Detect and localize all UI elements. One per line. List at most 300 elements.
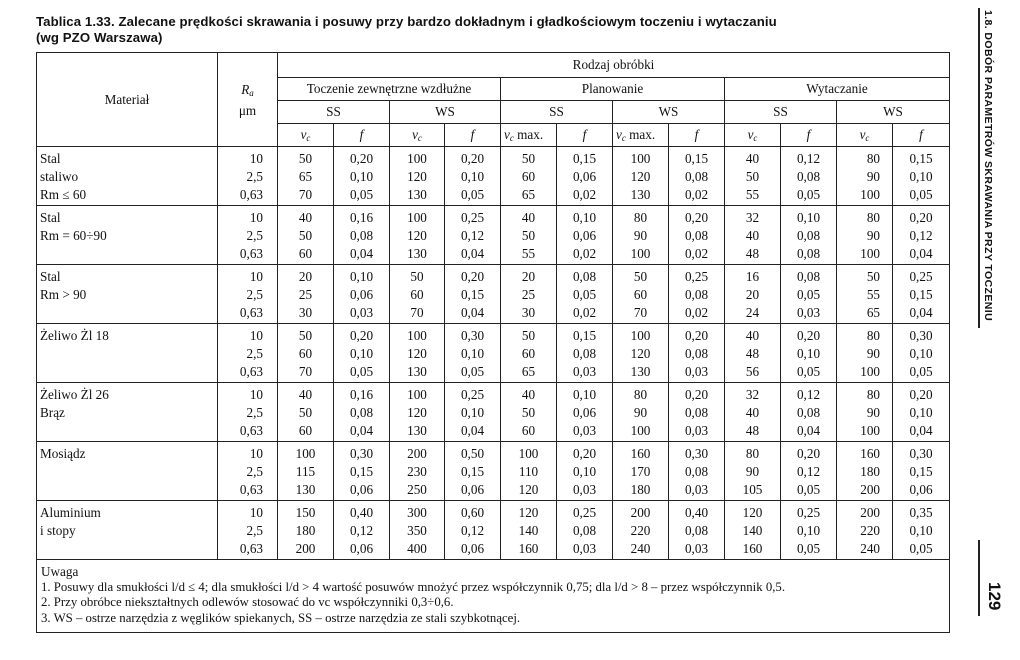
cell-value: 200 — [860, 482, 880, 498]
cell-value: 160 — [860, 446, 880, 461]
feed-cell — [669, 206, 725, 265]
header-tool-ws: WS — [837, 101, 950, 124]
cell-value: 0,05 — [572, 287, 597, 303]
cell-value: 200 — [630, 505, 651, 520]
cell-value: 40 — [745, 151, 760, 166]
cell-value: 70 — [633, 305, 648, 321]
material-line: Rm > 90 — [40, 287, 87, 303]
header-tool-ss: SS — [278, 101, 390, 124]
cell-value: 40 — [521, 387, 536, 402]
feed-cell — [893, 265, 950, 324]
speed-cell — [613, 442, 669, 501]
cell-value: 50 — [866, 269, 880, 284]
cell-value: 140 — [518, 523, 539, 539]
cell-value: 0,08 — [572, 523, 597, 539]
header-param-f: f — [669, 124, 725, 147]
cell-value: 0,20 — [796, 446, 821, 461]
cell-value: 0,10 — [572, 210, 597, 225]
feed-cell — [334, 442, 390, 501]
cell-value: 0,25 — [460, 387, 485, 402]
cell-value: 0,06 — [460, 482, 485, 498]
cell-value: 56 — [745, 364, 760, 380]
table-body — [37, 147, 950, 560]
cell-value: 180 — [630, 482, 651, 498]
speed-cell — [725, 501, 781, 560]
cell-value: 200 — [295, 541, 316, 557]
feed-cell — [334, 206, 390, 265]
cell-value: 0,20 — [796, 328, 821, 343]
cell-value: 0,10 — [909, 405, 933, 421]
running-header — [978, 8, 998, 328]
cell-value: 100 — [630, 246, 651, 262]
cell-value: 24 — [745, 305, 760, 321]
cell-value: 55 — [521, 246, 536, 262]
speed-cell — [278, 206, 334, 265]
feed-cell — [893, 324, 950, 383]
cell-value: 0,10 — [572, 387, 597, 402]
cell-value: 0,08 — [684, 287, 709, 303]
cell-value: 0,06 — [572, 405, 597, 421]
cell-value: 70 — [298, 187, 313, 203]
cell-value: 120 — [630, 169, 651, 185]
cell-value: 0,30 — [684, 446, 709, 461]
cell-value: 50 — [298, 405, 313, 421]
cell-value: 100 — [860, 246, 880, 262]
cell-value: 0,10 — [909, 346, 933, 362]
cell-value: 70 — [410, 305, 424, 321]
ra-value: 0,63 — [239, 305, 263, 321]
page-number: 129 — [985, 582, 1004, 611]
cell-value: 0,08 — [572, 269, 597, 284]
cell-value: 0,50 — [460, 446, 485, 461]
ra-value: 2,5 — [246, 287, 263, 303]
speed-cell — [501, 383, 557, 442]
cell-value: 0,12 — [796, 387, 821, 402]
cell-value: 60 — [521, 423, 536, 439]
material-line: Brąz — [40, 405, 65, 421]
notes-block — [37, 560, 950, 633]
cell-value: 100 — [630, 151, 651, 166]
cell-value: 40 — [745, 328, 760, 343]
cell-value: 90 — [633, 405, 648, 421]
cell-value: 230 — [407, 464, 427, 480]
cell-value: 50 — [298, 151, 313, 166]
cell-value: 120 — [407, 169, 427, 185]
cell-value: 0,06 — [572, 169, 597, 185]
feed-cell — [334, 501, 390, 560]
cell-value: 0,02 — [684, 187, 709, 203]
cell-value: 30 — [298, 305, 313, 321]
cell-value: 0,20 — [684, 210, 709, 225]
cell-value: 80 — [745, 446, 760, 461]
cell-value: 0,08 — [349, 405, 374, 421]
cell-value: 0,04 — [796, 423, 821, 439]
cell-value: 55 — [866, 287, 880, 303]
cell-value: 240 — [630, 541, 651, 557]
header-param-f: f — [781, 124, 837, 147]
table-row — [37, 206, 950, 265]
ra-value: 0,63 — [239, 482, 263, 498]
speed-cell — [837, 324, 893, 383]
header-param-vc: $v_c$ — [390, 124, 445, 147]
cell-value: 120 — [407, 228, 427, 244]
cell-value: 50 — [410, 269, 424, 284]
cell-value: 160 — [742, 541, 763, 557]
cell-value: 0,20 — [349, 328, 374, 343]
cell-value: 48 — [745, 423, 760, 439]
cell-value: 60 — [298, 246, 313, 262]
material-line: i stopy — [40, 523, 76, 539]
cell-value: 0,05 — [349, 364, 374, 380]
cell-value: 0,05 — [349, 187, 374, 203]
cell-value: 0,03 — [684, 482, 709, 498]
cell-value: 120 — [518, 482, 539, 498]
page-footer-rule — [978, 540, 980, 616]
cell-value: 50 — [633, 269, 648, 284]
cell-value: 40 — [745, 228, 760, 244]
cell-value: 48 — [745, 346, 760, 362]
speed-cell — [725, 383, 781, 442]
cell-value: 50 — [298, 328, 313, 343]
material-cell — [37, 501, 218, 560]
cell-value: 110 — [518, 464, 539, 480]
caption-line-2: (wg PZO Warszawa) — [36, 30, 163, 45]
header-ra-unit: μm — [238, 102, 257, 118]
header-tool-ss: SS — [501, 101, 613, 124]
cell-value: 0,16 — [349, 387, 374, 402]
cell-value: 100 — [860, 423, 880, 439]
feed-cell — [334, 147, 390, 206]
material-cell — [37, 147, 218, 206]
table-row — [37, 324, 950, 383]
cell-value: 0,03 — [684, 423, 709, 439]
speed-cell — [278, 501, 334, 560]
cell-value: 0,12 — [460, 523, 485, 539]
cell-value: 0,25 — [460, 210, 485, 225]
cell-value: 0,15 — [572, 151, 597, 166]
speed-cell — [725, 324, 781, 383]
feed-cell — [557, 442, 613, 501]
cell-value: 50 — [521, 328, 536, 343]
cell-value: 40 — [298, 210, 313, 225]
running-header-rule — [978, 8, 980, 328]
cell-value: 160 — [630, 446, 651, 461]
material-cell — [37, 383, 218, 442]
ra-cell — [218, 147, 278, 206]
cell-value: 0,03 — [572, 423, 597, 439]
feed-cell — [445, 147, 501, 206]
cell-value: 60 — [410, 287, 424, 303]
cell-value: 0,03 — [572, 541, 597, 557]
header-param-f: f — [557, 124, 613, 147]
ra-value: 2,5 — [246, 228, 263, 244]
cell-value: 0,08 — [684, 523, 709, 539]
cell-value: 0,03 — [349, 305, 374, 321]
cell-value: 0,05 — [909, 364, 933, 380]
cell-value: 32 — [745, 210, 760, 225]
cell-value: 100 — [518, 446, 539, 461]
cell-value: 90 — [745, 464, 760, 480]
material-line: Stal — [40, 210, 61, 225]
feed-cell — [445, 265, 501, 324]
speed-cell — [837, 147, 893, 206]
cell-value: 80 — [866, 328, 880, 343]
material-line: Stal — [40, 151, 61, 166]
cell-value: 140 — [742, 523, 763, 539]
speed-cell — [501, 442, 557, 501]
cell-value: 0,05 — [796, 187, 821, 203]
cell-value: 0,30 — [909, 446, 933, 461]
cell-value: 100 — [630, 328, 651, 343]
ra-value: 2,5 — [246, 523, 263, 539]
cell-value: 55 — [745, 187, 760, 203]
cell-value: 0,04 — [349, 423, 374, 439]
speed-cell — [501, 265, 557, 324]
ra-cell — [218, 206, 278, 265]
header-param-f: f — [334, 124, 390, 147]
cell-value: 0,08 — [796, 169, 821, 185]
ra-value: 0,63 — [239, 423, 263, 439]
cell-value: 0,15 — [909, 287, 933, 303]
note-item: 1. Posuwy dla smukłości l/d ≤ 4; dla smukłości l/d > 4 wartość posuwów mnożyć przez współczynnik 0,75; dla l/d > 8 – przez współczynnik 0,5. — [41, 579, 786, 594]
cell-value: 0,10 — [349, 269, 374, 284]
speed-cell — [837, 206, 893, 265]
cell-value: 25 — [298, 287, 313, 303]
cell-value: 0,06 — [909, 482, 933, 498]
cell-value: 90 — [866, 405, 880, 421]
speed-cell — [501, 147, 557, 206]
header-param-vc: $v_c$ — [278, 124, 334, 147]
cell-value: 0,12 — [460, 228, 485, 244]
speed-cell — [613, 147, 669, 206]
cell-value: 0,08 — [349, 228, 374, 244]
cell-value: 0,10 — [909, 523, 933, 539]
feed-cell — [669, 147, 725, 206]
cell-value: 170 — [630, 464, 651, 480]
cell-value: 40 — [298, 387, 313, 402]
feed-cell — [669, 265, 725, 324]
cell-value: 100 — [630, 423, 651, 439]
cell-value: 0,08 — [684, 405, 709, 421]
feed-cell — [893, 206, 950, 265]
cell-value: 0,10 — [796, 523, 821, 539]
cell-value: 0,15 — [460, 287, 485, 303]
cell-value: 0,08 — [796, 228, 821, 244]
cell-value: 300 — [407, 505, 427, 520]
cell-value: 80 — [633, 387, 648, 402]
feed-cell — [334, 324, 390, 383]
cell-value: 0,02 — [572, 246, 597, 262]
speed-cell — [613, 206, 669, 265]
feed-cell — [893, 442, 950, 501]
feed-cell — [557, 206, 613, 265]
cell-value: 0,03 — [684, 541, 709, 557]
cell-value: 0,05 — [796, 482, 821, 498]
cell-value: 0,10 — [796, 346, 821, 362]
cell-value: 80 — [866, 210, 880, 225]
ra-cell — [218, 501, 278, 560]
cell-value: 0,02 — [572, 187, 597, 203]
cell-value: 0,08 — [796, 405, 821, 421]
cell-value: 160 — [518, 541, 539, 557]
header-param-f: f — [893, 124, 950, 147]
speed-cell — [278, 324, 334, 383]
ra-cell — [218, 324, 278, 383]
cell-value: 0,04 — [460, 423, 485, 439]
cell-value: 48 — [745, 246, 760, 262]
cell-value: 0,15 — [684, 151, 709, 166]
cell-value: 0,15 — [909, 464, 933, 480]
cell-value: 90 — [866, 346, 880, 362]
material-line: Aluminium — [40, 505, 101, 520]
feed-cell — [669, 324, 725, 383]
speed-cell — [613, 501, 669, 560]
header-operation-group: Rodzaj obróbki — [278, 53, 950, 78]
cell-value: 0,05 — [460, 364, 485, 380]
cell-value: 0,30 — [909, 328, 933, 343]
table-row — [37, 147, 950, 206]
cell-value: 80 — [866, 387, 880, 402]
cell-value: 100 — [860, 364, 880, 380]
cell-value: 0,04 — [349, 246, 374, 262]
cell-value: 0,20 — [460, 151, 485, 166]
cell-value: 100 — [860, 187, 880, 203]
cell-value: 0,20 — [349, 151, 374, 166]
header-material: Materiał — [37, 53, 218, 147]
cell-value: 220 — [630, 523, 651, 539]
cell-value: 60 — [521, 346, 536, 362]
speed-cell — [613, 324, 669, 383]
speed-cell — [501, 206, 557, 265]
feed-cell — [669, 501, 725, 560]
cell-value: 0,20 — [909, 210, 933, 225]
cell-value: 25 — [521, 287, 536, 303]
cell-value: 70 — [298, 364, 313, 380]
cell-value: 50 — [298, 228, 313, 244]
cell-value: 400 — [407, 541, 427, 557]
header-tool-ss: SS — [725, 101, 837, 124]
cell-value: 120 — [407, 405, 427, 421]
cell-value: 20 — [298, 269, 313, 284]
cell-value: 0,16 — [349, 210, 374, 225]
cell-value: 0,04 — [909, 423, 933, 439]
note-item: 2. Przy obróbce niekształtnych odlewów stosować do vc współczynniki 0,3÷0,6. — [41, 595, 454, 609]
cell-value: 250 — [407, 482, 427, 498]
feed-cell — [557, 324, 613, 383]
feed-cell — [893, 501, 950, 560]
ra-value: 10 — [249, 505, 263, 520]
cell-value: 0,05 — [909, 541, 933, 557]
speed-cell — [390, 324, 445, 383]
cell-value: 60 — [298, 423, 313, 439]
cell-value: 0,03 — [796, 305, 821, 321]
ra-cell — [218, 383, 278, 442]
table-caption — [36, 14, 777, 46]
speed-cell — [837, 442, 893, 501]
cell-value: 0,20 — [572, 446, 597, 461]
cell-value: 0,25 — [909, 269, 933, 284]
cell-value: 0,25 — [796, 505, 821, 520]
ra-value: 10 — [249, 210, 263, 225]
cell-value: 0,02 — [684, 305, 709, 321]
speed-cell — [390, 147, 445, 206]
header-ra: $R_a$ μm — [218, 53, 278, 147]
speed-cell — [278, 442, 334, 501]
speed-cell — [501, 324, 557, 383]
cell-value: 130 — [407, 246, 427, 262]
cell-value: 30 — [521, 305, 536, 321]
cell-value: 0,15 — [349, 464, 374, 480]
cell-value: 0,20 — [684, 387, 709, 402]
ra-value: 10 — [249, 269, 263, 284]
table-row — [37, 383, 950, 442]
cell-value: 20 — [745, 287, 760, 303]
cell-value: 130 — [630, 187, 651, 203]
caption-line-1: Tablica 1.33. Zalecane prędkości skrawania i posuwy przy bardzo dokładnym i gładkościowym toczeniu i wytaczaniu — [36, 14, 777, 29]
cell-value: 60 — [521, 169, 536, 185]
material-line: Mosiądz — [40, 446, 86, 461]
cell-value: 0,12 — [909, 228, 933, 244]
speed-cell — [725, 265, 781, 324]
cell-value: 200 — [407, 446, 427, 461]
speed-cell — [837, 501, 893, 560]
cell-value: 0,10 — [796, 210, 821, 225]
speed-cell — [278, 265, 334, 324]
feed-cell — [445, 442, 501, 501]
cell-value: 0,10 — [349, 169, 374, 185]
table-row — [37, 265, 950, 324]
cell-value: 32 — [745, 387, 760, 402]
feed-cell — [781, 442, 837, 501]
material-line: Rm = 60÷90 — [40, 228, 107, 244]
cell-value: 0,08 — [684, 464, 709, 480]
cell-value: 0,03 — [572, 364, 597, 380]
speed-cell — [390, 501, 445, 560]
speed-cell — [837, 383, 893, 442]
cell-value: 0,30 — [460, 328, 485, 343]
feed-cell — [781, 206, 837, 265]
ra-value: 2,5 — [246, 464, 263, 480]
feed-cell — [334, 265, 390, 324]
cell-value: 0,12 — [349, 523, 374, 539]
cell-value: 350 — [407, 523, 427, 539]
feed-cell — [781, 383, 837, 442]
cell-value: 200 — [860, 505, 880, 520]
cell-value: 0,30 — [349, 446, 374, 461]
cell-value: 50 — [521, 405, 536, 421]
cell-value: 60 — [633, 287, 648, 303]
cell-value: 0,03 — [572, 482, 597, 498]
cell-value: 100 — [295, 446, 316, 461]
cell-value: 180 — [295, 523, 316, 539]
speed-cell — [390, 206, 445, 265]
cell-value: 16 — [745, 269, 760, 284]
cell-value: 0,06 — [572, 228, 597, 244]
cell-value: 0,10 — [460, 405, 485, 421]
cell-value: 220 — [860, 523, 880, 539]
page-footer — [978, 540, 1008, 620]
header-param-f: f — [445, 124, 501, 147]
feed-cell — [669, 442, 725, 501]
cell-value: 130 — [407, 364, 427, 380]
feed-cell — [334, 383, 390, 442]
ra-value: 2,5 — [246, 169, 263, 185]
cell-value: 0,10 — [909, 169, 933, 185]
ra-value: 0,63 — [239, 364, 263, 380]
cell-value: 0,02 — [684, 246, 709, 262]
cell-value: 130 — [630, 364, 651, 380]
ra-value: 0,63 — [239, 246, 263, 262]
